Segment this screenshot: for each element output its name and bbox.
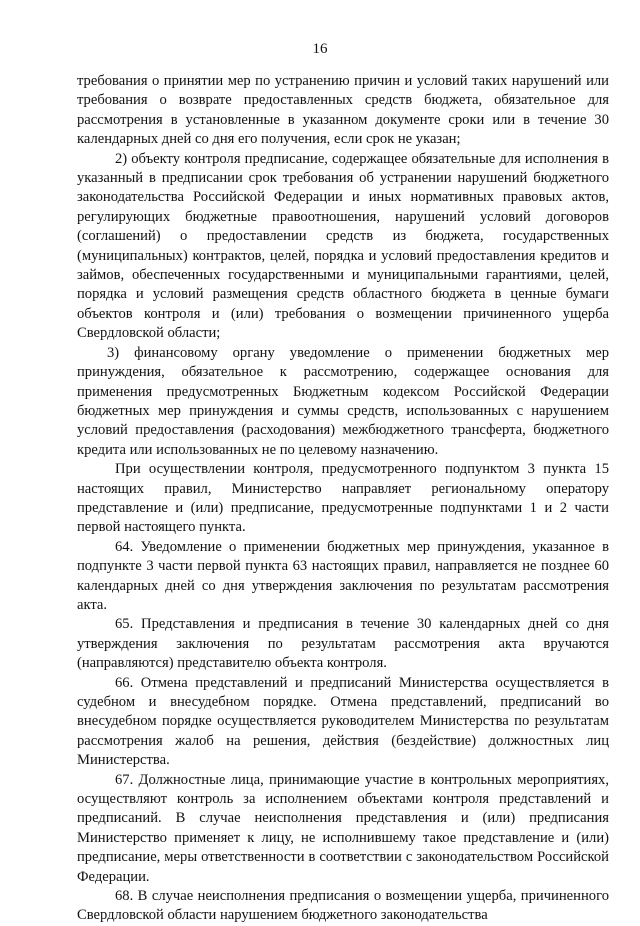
paragraph-control-note: При осуществлении контроля, предусмотренного подпунктом 3 пункта 15 настоящих правил, Министерство направляет региональному оператору представление и (или) предписание, предусмотренные подпунктами 1 и 2 части первой настоящего пункта.	[77, 461, 609, 536]
paragraph-item-2: 2) объекту контроля предписание, содержащее обязательные для исполнения в указанный в предписании срок требования об устранении нарушений бюджетного законодательства Российской Федерации и иных нормативных правовых актов, регулирующих бюджетные правоотношения, нарушений условий договоров (соглашений) о предоставлении средств из бюджета, государственных (муниципальных) контрактов, целей, порядка и условий предоставления кредитов и займов, обеспеченных государственными и муниципальными гарантиями, целей, порядка и условий размещения средств областного бюджета в ценные бумаги объектов контроля и (или) требования о возмещении причиненного ущерба Свердловской области;	[77, 150, 609, 342]
page-number: 16	[312, 41, 328, 57]
paragraph-item-3: 3) финансовому органу уведомление о применении бюджетных мер принуждения, обязательное к рассмотрению, содержащее основания для применения предусмотренных Бюджетным кодексом Российской Федерации бюджетных мер принуждения и суммы средств, использованных с нарушением условий предоставления (расходования) межбюджетного трансферта, бюджетного кредита или использованных не по целевому назначению.	[77, 344, 609, 458]
document-body	[77, 72, 609, 926]
paragraph-64: 64. Уведомление о применении бюджетных мер принуждения, указанное в подпункте 3 части первой пункта 63 настоящих правил, направляется не позднее 60 календарных дней со дня утверждения заключения по результатам рассмотрения акта.	[77, 538, 609, 613]
paragraph-68: 68. В случае неисполнения предписания о возмещении ущерба, причиненного Свердловской области нарушением бюджетного законодательства	[77, 888, 609, 924]
paragraph-continuation: требования о принятии мер по устранению причин и условий таких нарушений или требования о возврате предоставленных средств бюджета, обязательное для рассмотрения в установленные в указанном документе сроки или в течение 30 календарных дней со дня его получения, если срок не указан;	[77, 73, 609, 148]
paragraph-67: 67. Должностные лица, принимающие участие в контрольных мероприятиях, осуществляют контроль за исполнением объектами контроля представлений и предписаний. В случае неисполнения представления и (или) предписания Министерство применяет к лицу, не исполнившему такое представление и (или) предписание, меры ответственности в соответствии с законодательством Российской Федерации.	[77, 771, 609, 885]
paragraph-66: 66. Отмена представлений и предписаний Министерства осуществляется в судебном и внесудебном порядке. Отмена представлений, предписаний во внесудебном порядке осуществляется руководителем Министерства по результатам рассмотрения жалоб на решения, действия (бездействие) должностных лиц Министерства.	[77, 674, 609, 769]
paragraph-65: 65. Представления и предписания в течение 30 календарных дней со дня утверждения заключения по результатам рассмотрения акта вручаются (направляются) представителю объекта контроля.	[77, 616, 609, 672]
